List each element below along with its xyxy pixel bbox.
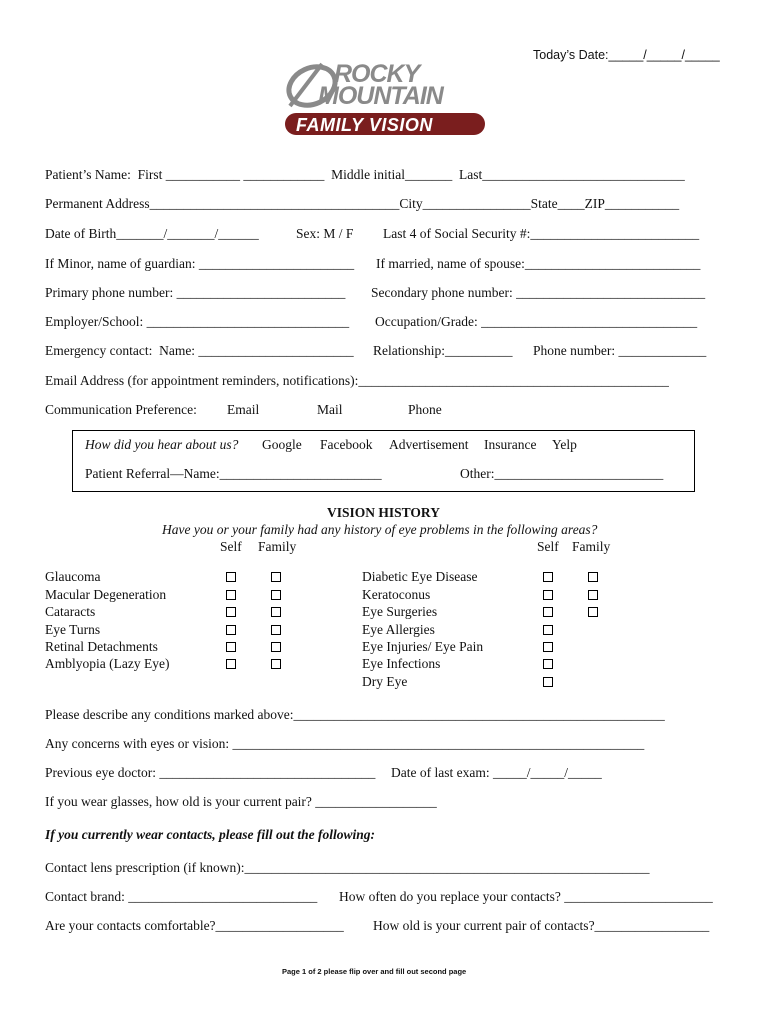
contact-replacement-frequency-field[interactable]: How often do you replace your contacts? ______________________ xyxy=(339,889,713,904)
referral-option-insurance[interactable]: Insurance xyxy=(484,437,537,452)
referral-other-field[interactable]: Other:_________________________ xyxy=(460,466,664,481)
referral-option-facebook[interactable]: Facebook xyxy=(320,437,373,452)
checkbox-macular-self[interactable] xyxy=(226,590,236,600)
logo-banner-text: FAMILY VISION xyxy=(296,115,433,135)
column-header-family-right: Family xyxy=(572,539,611,554)
checkbox-macular-family[interactable] xyxy=(271,590,281,600)
employer-school-field[interactable]: Employer/School: ______________________________ xyxy=(45,314,350,329)
referral-option-advertisement[interactable]: Advertisement xyxy=(389,437,469,452)
primary-phone-field[interactable]: Primary phone number: _________________________ xyxy=(45,285,346,300)
condition-label: Glaucoma xyxy=(45,569,101,584)
condition-label: Eye Turns xyxy=(45,622,101,637)
todays-date-field[interactable]: Today’s Date:_____/_____/_____ xyxy=(533,48,720,62)
contacts-comfortable-field[interactable]: Are your contacts comfortable?___________________ xyxy=(45,918,344,933)
occupation-grade-field[interactable]: Occupation/Grade: ________________________________ xyxy=(375,314,698,329)
condition-label: Eye Surgeries xyxy=(362,604,438,619)
column-header-family-left: Family xyxy=(258,539,297,554)
checkbox-eye-injuries-self[interactable] xyxy=(543,642,553,652)
emergency-relationship-field[interactable]: Relationship:__________ xyxy=(373,343,513,358)
checkbox-keratoconus-self[interactable] xyxy=(543,590,553,600)
logo-text-rocky: ROCKY xyxy=(334,60,420,88)
checkbox-eye-turns-self[interactable] xyxy=(226,625,236,635)
checkbox-cataracts-family[interactable] xyxy=(271,607,281,617)
checkbox-glaucoma-family[interactable] xyxy=(271,572,281,582)
condition-label: Eye Allergies xyxy=(362,622,435,637)
contacts-section-heading: If you currently wear contacts, please fill out the following: xyxy=(45,827,375,842)
email-address-field[interactable]: Email Address (for appointment reminders, notifications):______________________________________________ xyxy=(45,373,669,388)
condition-label: Retinal Detachments xyxy=(45,639,158,654)
checkbox-eye-surgeries-family[interactable] xyxy=(588,607,598,617)
describe-conditions-field[interactable]: Please describe any conditions marked above:_______________________________________________________ xyxy=(45,707,665,722)
referral-option-google[interactable]: Google xyxy=(262,437,302,452)
contact-lens-prescription-field[interactable]: Contact lens prescription (if known):____________________________________________________________ xyxy=(45,860,650,875)
comm-option-phone[interactable]: Phone xyxy=(408,402,442,417)
previous-eye-doctor-field[interactable]: Previous eye doctor: ________________________________ xyxy=(45,765,376,780)
page-footer-note: Page 1 of 2 please flip over and fill out second page xyxy=(282,967,467,976)
communication-preference-label: Communication Preference: xyxy=(45,402,197,417)
date-of-last-exam-field[interactable]: Date of last exam: _____/_____/_____ xyxy=(391,765,602,780)
referral-question: How did you hear about us? xyxy=(85,437,239,452)
checkbox-eye-infections-self[interactable] xyxy=(543,659,553,669)
clinic-logo xyxy=(282,58,492,138)
column-header-self-right: Self xyxy=(537,539,559,554)
logo-text-mountain: MOUNTAIN xyxy=(318,82,443,110)
condition-label: Dry Eye xyxy=(362,674,408,689)
contact-brand-field[interactable]: Contact brand: ____________________________ xyxy=(45,889,318,904)
comm-option-email[interactable]: Email xyxy=(227,402,260,417)
permanent-address-field[interactable]: Permanent Address_____________________________________City________________State____ZIP___________ xyxy=(45,196,680,211)
condition-label: Keratoconus xyxy=(362,587,431,602)
checkbox-eye-allergies-self[interactable] xyxy=(543,625,553,635)
comm-option-mail[interactable]: Mail xyxy=(317,402,343,417)
checkbox-amblyopia-self[interactable] xyxy=(226,659,236,669)
vision-history-title: VISION HISTORY xyxy=(327,505,440,520)
condition-label: Amblyopia (Lazy Eye) xyxy=(45,656,170,671)
checkbox-keratoconus-family[interactable] xyxy=(588,590,598,600)
condition-label: Macular Degeneration xyxy=(45,587,167,602)
checkbox-diabetic-self[interactable] xyxy=(543,572,553,582)
glasses-age-field[interactable]: If you wear glasses, how old is your current pair? __________________ xyxy=(45,794,437,809)
guardian-name-field[interactable]: If Minor, name of guardian: _______________________ xyxy=(45,256,355,271)
emergency-phone-field[interactable]: Phone number: _____________ xyxy=(533,343,707,358)
patient-referral-name-field[interactable]: Patient Referral—Name:________________________ xyxy=(85,466,382,481)
condition-label: Diabetic Eye Disease xyxy=(362,569,478,584)
sex-field[interactable]: Sex: M / F xyxy=(296,226,354,241)
vision-concerns-field[interactable]: Any concerns with eyes or vision: _____________________________________________________________ xyxy=(45,736,645,751)
checkbox-cataracts-self[interactable] xyxy=(226,607,236,617)
column-header-self-left: Self xyxy=(220,539,242,554)
date-of-birth-field[interactable]: Date of Birth_______/_______/______ xyxy=(45,226,259,241)
checkbox-eye-surgeries-self[interactable] xyxy=(543,607,553,617)
emergency-contact-name-field[interactable]: Emergency contact: Name: _______________________ xyxy=(45,343,354,358)
checkbox-dry-eye-self[interactable] xyxy=(543,677,553,687)
patient-name-field[interactable]: Patient’s Name: First ___________ ____________ Middle initial_______ Last______________________________ xyxy=(45,167,685,182)
contacts-age-field[interactable]: How old is your current pair of contacts?_________________ xyxy=(373,918,710,933)
referral-option-yelp[interactable]: Yelp xyxy=(552,437,577,452)
condition-label: Eye Infections xyxy=(362,656,441,671)
checkbox-eye-turns-family[interactable] xyxy=(271,625,281,635)
spouse-name-field[interactable]: If married, name of spouse:__________________________ xyxy=(376,256,701,271)
checkbox-amblyopia-family[interactable] xyxy=(271,659,281,669)
vision-history-subtitle: Have you or your family had any history of eye problems in the following areas? xyxy=(162,522,598,537)
checkbox-retinal-family[interactable] xyxy=(271,642,281,652)
condition-label: Eye Injuries/ Eye Pain xyxy=(362,639,484,654)
secondary-phone-field[interactable]: Secondary phone number: ____________________________ xyxy=(371,285,706,300)
ssn-last4-field[interactable]: Last 4 of Social Security #:_________________________ xyxy=(383,226,700,241)
checkbox-retinal-self[interactable] xyxy=(226,642,236,652)
checkbox-glaucoma-self[interactable] xyxy=(226,572,236,582)
checkbox-diabetic-family[interactable] xyxy=(588,572,598,582)
condition-label: Cataracts xyxy=(45,604,96,619)
